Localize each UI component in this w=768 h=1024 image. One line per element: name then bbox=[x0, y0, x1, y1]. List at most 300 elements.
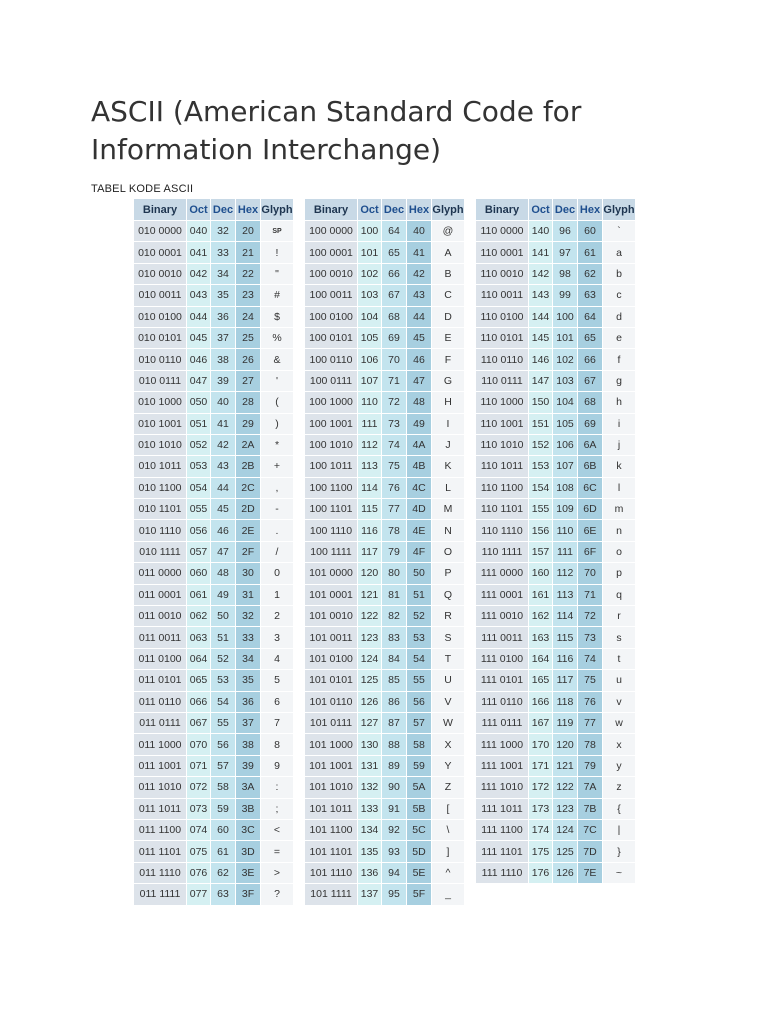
oct-cell: 143 bbox=[529, 285, 553, 306]
binary-cell: 110 1111 bbox=[476, 541, 529, 562]
glyph-cell: 1 bbox=[261, 584, 294, 605]
glyph-cell: F bbox=[432, 349, 465, 370]
hex-cell: 32 bbox=[236, 606, 261, 627]
table-row bbox=[134, 306, 294, 327]
table-row bbox=[134, 263, 294, 284]
oct-cell: 163 bbox=[529, 627, 553, 648]
column-header-hex: Hex bbox=[578, 199, 603, 221]
glyph-cell: z bbox=[603, 777, 636, 798]
table-row bbox=[134, 862, 294, 883]
oct-cell: 041 bbox=[187, 242, 211, 263]
hex-cell: 62 bbox=[578, 263, 603, 284]
dec-cell: 95 bbox=[382, 884, 407, 905]
hex-cell: 63 bbox=[578, 285, 603, 306]
oct-cell: 135 bbox=[358, 841, 382, 862]
glyph-cell: p bbox=[603, 563, 636, 584]
hex-cell: 4F bbox=[407, 541, 432, 562]
dec-cell: 52 bbox=[211, 648, 236, 669]
table-row bbox=[476, 242, 636, 263]
table-row bbox=[134, 499, 294, 520]
table-row bbox=[476, 520, 636, 541]
oct-cell: 113 bbox=[358, 456, 382, 477]
oct-cell: 072 bbox=[187, 777, 211, 798]
binary-cell: 100 0110 bbox=[305, 349, 358, 370]
binary-cell: 111 1101 bbox=[476, 841, 529, 862]
oct-cell: 124 bbox=[358, 648, 382, 669]
table-row bbox=[305, 798, 465, 819]
table-row bbox=[134, 606, 294, 627]
binary-cell: 101 1001 bbox=[305, 755, 358, 776]
dec-cell: 43 bbox=[211, 456, 236, 477]
hex-cell: 2B bbox=[236, 456, 261, 477]
column-header-oct: Oct bbox=[358, 199, 382, 221]
dec-cell: 98 bbox=[553, 263, 578, 284]
glyph-cell: " bbox=[261, 263, 294, 284]
hex-cell: 48 bbox=[407, 392, 432, 413]
binary-cell: 101 0100 bbox=[305, 648, 358, 669]
binary-cell: 100 1101 bbox=[305, 499, 358, 520]
glyph-cell: H bbox=[432, 392, 465, 413]
dec-cell: 88 bbox=[382, 734, 407, 755]
glyph-cell: 3 bbox=[261, 627, 294, 648]
binary-cell: 011 0011 bbox=[134, 627, 187, 648]
table-row bbox=[134, 648, 294, 669]
oct-cell: 155 bbox=[529, 499, 553, 520]
oct-cell: 114 bbox=[358, 477, 382, 498]
glyph-cell: U bbox=[432, 670, 465, 691]
binary-cell: 100 0101 bbox=[305, 327, 358, 348]
table-row bbox=[305, 712, 465, 733]
glyph-cell: P bbox=[432, 563, 465, 584]
hex-cell: 2F bbox=[236, 541, 261, 562]
glyph-cell: l bbox=[603, 477, 636, 498]
glyph-cell: M bbox=[432, 499, 465, 520]
dec-cell: 58 bbox=[211, 777, 236, 798]
glyph-cell: 7 bbox=[261, 712, 294, 733]
table-row bbox=[134, 884, 294, 905]
glyph-cell: A bbox=[432, 242, 465, 263]
table-row bbox=[134, 327, 294, 348]
binary-cell: 011 0001 bbox=[134, 584, 187, 605]
binary-cell: 111 0111 bbox=[476, 712, 529, 733]
hex-cell: 5B bbox=[407, 798, 432, 819]
glyph-cell: X bbox=[432, 734, 465, 755]
table-row bbox=[134, 734, 294, 755]
glyph-cell: 5 bbox=[261, 670, 294, 691]
oct-cell: 103 bbox=[358, 285, 382, 306]
hex-cell: 6B bbox=[578, 456, 603, 477]
dec-cell: 91 bbox=[382, 798, 407, 819]
glyph-cell: O bbox=[432, 541, 465, 562]
column-header-dec: Dec bbox=[553, 199, 578, 221]
table-row bbox=[134, 841, 294, 862]
dec-cell: 51 bbox=[211, 627, 236, 648]
dec-cell: 117 bbox=[553, 670, 578, 691]
binary-cell: 100 0011 bbox=[305, 285, 358, 306]
glyph-cell: w bbox=[603, 712, 636, 733]
hex-cell: 22 bbox=[236, 263, 261, 284]
column-header-oct: Oct bbox=[529, 199, 553, 221]
binary-cell: 011 1100 bbox=[134, 819, 187, 840]
binary-cell: 101 0101 bbox=[305, 670, 358, 691]
hex-cell: 29 bbox=[236, 413, 261, 434]
binary-cell: 010 0010 bbox=[134, 263, 187, 284]
binary-cell: 110 0101 bbox=[476, 327, 529, 348]
hex-cell: 42 bbox=[407, 263, 432, 284]
dec-cell: 37 bbox=[211, 327, 236, 348]
dec-cell: 74 bbox=[382, 434, 407, 455]
binary-cell: 011 0101 bbox=[134, 670, 187, 691]
glyph-cell: & bbox=[261, 349, 294, 370]
dec-cell: 77 bbox=[382, 499, 407, 520]
oct-cell: 141 bbox=[529, 242, 553, 263]
column-header-dec: Dec bbox=[382, 199, 407, 221]
table-row bbox=[476, 670, 636, 691]
glyph-cell: % bbox=[261, 327, 294, 348]
oct-cell: 172 bbox=[529, 777, 553, 798]
table-row bbox=[305, 862, 465, 883]
hex-cell: 47 bbox=[407, 370, 432, 391]
glyph-cell: ? bbox=[261, 884, 294, 905]
dec-cell: 53 bbox=[211, 670, 236, 691]
dec-cell: 85 bbox=[382, 670, 407, 691]
hex-cell: 60 bbox=[578, 221, 603, 242]
hex-cell: 44 bbox=[407, 306, 432, 327]
binary-cell: 101 0011 bbox=[305, 627, 358, 648]
oct-cell: 170 bbox=[529, 734, 553, 755]
glyph-cell: h bbox=[603, 392, 636, 413]
table-row bbox=[476, 456, 636, 477]
dec-cell: 108 bbox=[553, 477, 578, 498]
oct-cell: 171 bbox=[529, 755, 553, 776]
binary-cell: 110 0111 bbox=[476, 370, 529, 391]
hex-cell: 23 bbox=[236, 285, 261, 306]
oct-cell: 147 bbox=[529, 370, 553, 391]
dec-cell: 48 bbox=[211, 563, 236, 584]
glyph-cell: v bbox=[603, 691, 636, 712]
oct-cell: 074 bbox=[187, 819, 211, 840]
oct-cell: 116 bbox=[358, 520, 382, 541]
glyph-cell: m bbox=[603, 499, 636, 520]
oct-cell: 104 bbox=[358, 306, 382, 327]
table-row bbox=[305, 734, 465, 755]
table-row bbox=[305, 691, 465, 712]
hex-cell: 3A bbox=[236, 777, 261, 798]
hex-cell: 5C bbox=[407, 819, 432, 840]
dec-cell: 99 bbox=[553, 285, 578, 306]
oct-cell: 050 bbox=[187, 392, 211, 413]
dec-cell: 68 bbox=[382, 306, 407, 327]
hex-cell: 4A bbox=[407, 434, 432, 455]
binary-cell: 010 1001 bbox=[134, 413, 187, 434]
oct-cell: 044 bbox=[187, 306, 211, 327]
binary-cell: 111 0110 bbox=[476, 691, 529, 712]
hex-cell: 75 bbox=[578, 670, 603, 691]
table-row bbox=[305, 606, 465, 627]
glyph-cell: 6 bbox=[261, 691, 294, 712]
binary-cell: 111 0000 bbox=[476, 563, 529, 584]
dec-cell: 62 bbox=[211, 862, 236, 883]
binary-cell: 100 1100 bbox=[305, 477, 358, 498]
hex-cell: 57 bbox=[407, 712, 432, 733]
dec-cell: 120 bbox=[553, 734, 578, 755]
glyph-cell: Y bbox=[432, 755, 465, 776]
binary-cell: 010 1111 bbox=[134, 541, 187, 562]
glyph-cell: ' bbox=[261, 370, 294, 391]
oct-cell: 070 bbox=[187, 734, 211, 755]
hex-cell: 71 bbox=[578, 584, 603, 605]
glyph-cell: . bbox=[261, 520, 294, 541]
hex-cell: 77 bbox=[578, 712, 603, 733]
table-row bbox=[134, 670, 294, 691]
oct-cell: 117 bbox=[358, 541, 382, 562]
hex-cell: 4D bbox=[407, 499, 432, 520]
page-title: ASCII (American Standard Code for Information Interchange) bbox=[91, 95, 582, 166]
dec-cell: 106 bbox=[553, 434, 578, 455]
hex-cell: 4E bbox=[407, 520, 432, 541]
hex-cell: 28 bbox=[236, 392, 261, 413]
table-header-row bbox=[305, 199, 465, 221]
hex-cell: 27 bbox=[236, 370, 261, 391]
hex-cell: 65 bbox=[578, 327, 603, 348]
binary-cell: 101 1011 bbox=[305, 798, 358, 819]
dec-cell: 41 bbox=[211, 413, 236, 434]
table-row bbox=[476, 263, 636, 284]
oct-cell: 175 bbox=[529, 841, 553, 862]
binary-cell: 101 1000 bbox=[305, 734, 358, 755]
binary-cell: 100 0001 bbox=[305, 242, 358, 263]
binary-cell: 010 1000 bbox=[134, 392, 187, 413]
dec-cell: 70 bbox=[382, 349, 407, 370]
table-row bbox=[476, 370, 636, 391]
glyph-cell: R bbox=[432, 606, 465, 627]
glyph-cell: i bbox=[603, 413, 636, 434]
oct-cell: 151 bbox=[529, 413, 553, 434]
table-row bbox=[134, 221, 294, 242]
glyph-cell: ^ bbox=[432, 862, 465, 883]
column-header-binary: Binary bbox=[134, 199, 187, 221]
glyph-cell: a bbox=[603, 242, 636, 263]
hex-cell: 54 bbox=[407, 648, 432, 669]
glyph-cell: , bbox=[261, 477, 294, 498]
glyph-cell: SP bbox=[261, 221, 294, 242]
binary-cell: 101 1010 bbox=[305, 777, 358, 798]
hex-cell: 6C bbox=[578, 477, 603, 498]
oct-cell: 047 bbox=[187, 370, 211, 391]
binary-cell: 111 1110 bbox=[476, 862, 529, 883]
binary-cell: 011 0100 bbox=[134, 648, 187, 669]
table-row bbox=[134, 584, 294, 605]
binary-cell: 101 1110 bbox=[305, 862, 358, 883]
dec-cell: 60 bbox=[211, 819, 236, 840]
glyph-cell: 8 bbox=[261, 734, 294, 755]
oct-cell: 132 bbox=[358, 777, 382, 798]
binary-cell: 111 0100 bbox=[476, 648, 529, 669]
glyph-cell: ; bbox=[261, 798, 294, 819]
dec-cell: 83 bbox=[382, 627, 407, 648]
oct-cell: 075 bbox=[187, 841, 211, 862]
dec-cell: 56 bbox=[211, 734, 236, 755]
table-row bbox=[305, 755, 465, 776]
oct-cell: 162 bbox=[529, 606, 553, 627]
hex-cell: 70 bbox=[578, 563, 603, 584]
glyph-cell: L bbox=[432, 477, 465, 498]
table-caption: TABEL KODE ASCII bbox=[91, 183, 194, 195]
oct-cell: 136 bbox=[358, 862, 382, 883]
column-header-binary: Binary bbox=[476, 199, 529, 221]
binary-cell: 100 0111 bbox=[305, 370, 358, 391]
oct-cell: 115 bbox=[358, 499, 382, 520]
binary-cell: 011 0010 bbox=[134, 606, 187, 627]
column-header-hex: Hex bbox=[236, 199, 261, 221]
table-row bbox=[476, 434, 636, 455]
table-row bbox=[305, 285, 465, 306]
hex-cell: 30 bbox=[236, 563, 261, 584]
glyph-cell: [ bbox=[432, 798, 465, 819]
hex-cell: 78 bbox=[578, 734, 603, 755]
table-row bbox=[476, 584, 636, 605]
dec-cell: 46 bbox=[211, 520, 236, 541]
glyph-cell: _ bbox=[432, 884, 465, 905]
dec-cell: 45 bbox=[211, 499, 236, 520]
glyph-cell: g bbox=[603, 370, 636, 391]
oct-cell: 077 bbox=[187, 884, 211, 905]
binary-cell: 010 0101 bbox=[134, 327, 187, 348]
column-header-hex: Hex bbox=[407, 199, 432, 221]
glyph-cell: ` bbox=[603, 221, 636, 242]
oct-cell: 121 bbox=[358, 584, 382, 605]
oct-cell: 106 bbox=[358, 349, 382, 370]
oct-cell: 167 bbox=[529, 712, 553, 733]
oct-cell: 140 bbox=[529, 221, 553, 242]
hex-cell: 6A bbox=[578, 434, 603, 455]
oct-cell: 153 bbox=[529, 456, 553, 477]
glyph-cell: E bbox=[432, 327, 465, 348]
dec-cell: 110 bbox=[553, 520, 578, 541]
binary-cell: 101 0110 bbox=[305, 691, 358, 712]
hex-cell: 5E bbox=[407, 862, 432, 883]
hex-cell: 64 bbox=[578, 306, 603, 327]
oct-cell: 040 bbox=[187, 221, 211, 242]
ascii-table-1 bbox=[133, 198, 294, 906]
oct-cell: 045 bbox=[187, 327, 211, 348]
hex-cell: 61 bbox=[578, 242, 603, 263]
table-row bbox=[305, 563, 465, 584]
table-row bbox=[476, 777, 636, 798]
oct-cell: 154 bbox=[529, 477, 553, 498]
hex-cell: 73 bbox=[578, 627, 603, 648]
oct-cell: 137 bbox=[358, 884, 382, 905]
dec-cell: 82 bbox=[382, 606, 407, 627]
hex-cell: 38 bbox=[236, 734, 261, 755]
hex-cell: 66 bbox=[578, 349, 603, 370]
binary-cell: 111 0101 bbox=[476, 670, 529, 691]
hex-cell: 76 bbox=[578, 691, 603, 712]
oct-cell: 161 bbox=[529, 584, 553, 605]
table-row bbox=[305, 349, 465, 370]
hex-cell: 51 bbox=[407, 584, 432, 605]
dec-cell: 55 bbox=[211, 712, 236, 733]
dec-cell: 73 bbox=[382, 413, 407, 434]
binary-cell: 011 1010 bbox=[134, 777, 187, 798]
dec-cell: 42 bbox=[211, 434, 236, 455]
hex-cell: 5A bbox=[407, 777, 432, 798]
dec-cell: 94 bbox=[382, 862, 407, 883]
binary-cell: 110 0010 bbox=[476, 263, 529, 284]
dec-cell: 89 bbox=[382, 755, 407, 776]
binary-cell: 011 1101 bbox=[134, 841, 187, 862]
hex-cell: 26 bbox=[236, 349, 261, 370]
oct-cell: 134 bbox=[358, 819, 382, 840]
hex-cell: 6D bbox=[578, 499, 603, 520]
binary-cell: 011 1111 bbox=[134, 884, 187, 905]
binary-cell: 100 0100 bbox=[305, 306, 358, 327]
hex-cell: 3B bbox=[236, 798, 261, 819]
oct-cell: 063 bbox=[187, 627, 211, 648]
oct-cell: 125 bbox=[358, 670, 382, 691]
oct-cell: 055 bbox=[187, 499, 211, 520]
dec-cell: 34 bbox=[211, 263, 236, 284]
dec-cell: 65 bbox=[382, 242, 407, 263]
table-row bbox=[134, 777, 294, 798]
dec-cell: 69 bbox=[382, 327, 407, 348]
dec-cell: 66 bbox=[382, 263, 407, 284]
dec-cell: 64 bbox=[382, 221, 407, 242]
glyph-cell: D bbox=[432, 306, 465, 327]
oct-cell: 042 bbox=[187, 263, 211, 284]
table-row bbox=[305, 306, 465, 327]
binary-cell: 010 1010 bbox=[134, 434, 187, 455]
binary-cell: 010 0110 bbox=[134, 349, 187, 370]
dec-cell: 90 bbox=[382, 777, 407, 798]
glyph-cell: 4 bbox=[261, 648, 294, 669]
dec-cell: 119 bbox=[553, 712, 578, 733]
table-header-row bbox=[134, 199, 294, 221]
table-row bbox=[134, 541, 294, 562]
hex-cell: 31 bbox=[236, 584, 261, 605]
table-row bbox=[476, 841, 636, 862]
glyph-cell: ) bbox=[261, 413, 294, 434]
dec-cell: 115 bbox=[553, 627, 578, 648]
hex-cell: 59 bbox=[407, 755, 432, 776]
hex-cell: 69 bbox=[578, 413, 603, 434]
table-row bbox=[134, 819, 294, 840]
binary-cell: 110 1011 bbox=[476, 456, 529, 477]
hex-cell: 53 bbox=[407, 627, 432, 648]
table-row bbox=[476, 798, 636, 819]
binary-cell: 101 0010 bbox=[305, 606, 358, 627]
binary-cell: 110 1010 bbox=[476, 434, 529, 455]
glyph-cell: J bbox=[432, 434, 465, 455]
binary-cell: 111 1000 bbox=[476, 734, 529, 755]
binary-cell: 100 0010 bbox=[305, 263, 358, 284]
oct-cell: 057 bbox=[187, 541, 211, 562]
glyph-cell: W bbox=[432, 712, 465, 733]
hex-cell: 24 bbox=[236, 306, 261, 327]
binary-cell: 101 0001 bbox=[305, 584, 358, 605]
table-row bbox=[476, 392, 636, 413]
dec-cell: 102 bbox=[553, 349, 578, 370]
glyph-cell: G bbox=[432, 370, 465, 391]
dec-cell: 112 bbox=[553, 563, 578, 584]
oct-cell: 101 bbox=[358, 242, 382, 263]
hex-cell: 41 bbox=[407, 242, 432, 263]
dec-cell: 50 bbox=[211, 606, 236, 627]
glyph-cell: k bbox=[603, 456, 636, 477]
dec-cell: 47 bbox=[211, 541, 236, 562]
oct-cell: 145 bbox=[529, 327, 553, 348]
dec-cell: 78 bbox=[382, 520, 407, 541]
